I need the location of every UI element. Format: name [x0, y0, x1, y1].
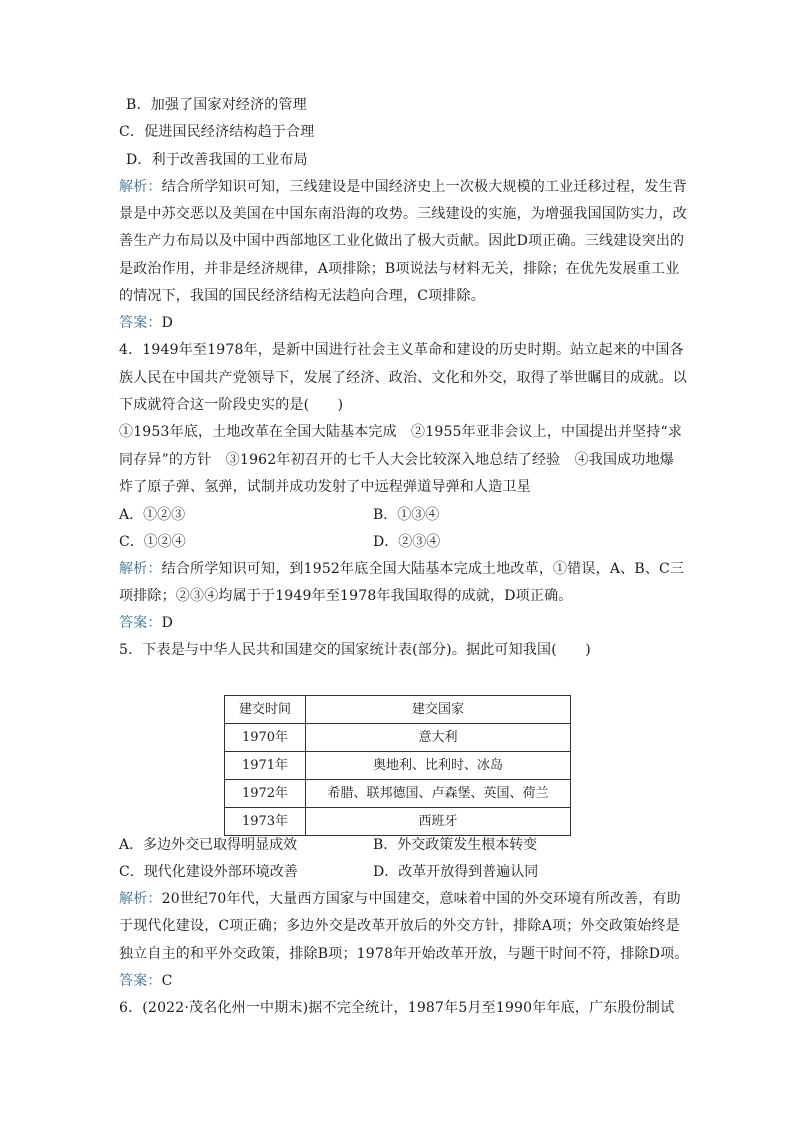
table-cell: 1970年: [225, 724, 306, 752]
q4-option-a: A．①②③: [119, 507, 186, 523]
q4-stem-line-1: 4．1949年至1978年，是新中国进行社会主义革命和建设的历史时期。站立起来的中国各: [119, 342, 684, 358]
q5-option-b: B．外交政策发生根本转变: [373, 837, 538, 853]
answer-label: 答案：: [119, 615, 162, 631]
table-header-row: [225, 696, 571, 724]
q5-answer: 答案：C: [119, 973, 173, 989]
q3-answer: 答案：D: [119, 315, 174, 331]
q5-option-c: C．现代化建设外部环境改善: [119, 864, 298, 880]
table-cell: 1972年: [225, 780, 306, 808]
diplomatic-relations-table: [224, 695, 571, 836]
q3-option-b: B．加强了国家对经济的管理: [126, 97, 307, 113]
q4-answer: 答案：D: [119, 615, 174, 631]
q4-items-line-2: 同存异”的方针 ③1962年初召开的七千人大会比较深入地总结了经验 ④我国成功地爆: [119, 452, 674, 468]
q5-stem: 5．下表是与中华人民共和国建交的国家统计表(部分)。据此可知我国( ): [119, 642, 591, 658]
table-cell: 意大利: [306, 724, 571, 752]
table-cell: 希腊、联邦德国、卢森堡、英国、荷兰: [306, 780, 571, 808]
table-row: [225, 808, 571, 836]
table-cell: 1971年: [225, 752, 306, 780]
q4-items-line-3: 炸了原子弹、氢弹，试制并成功发射了中远程弹道导弹和人造卫星: [119, 479, 531, 495]
table-row: [225, 780, 571, 808]
q4-option-c: C．①②④: [119, 534, 186, 550]
q3-option-c: C．促进国民经济结构趋于合理: [119, 124, 315, 140]
analysis-label: 解析：: [119, 891, 162, 907]
q3-analysis-line-2: 景是中苏交恶以及美国在中国东南沿海的攻势。三线建设的实施，为增强我国国防实力，改: [119, 206, 687, 222]
q3-option-d: D．利于改善我国的工业布局: [126, 152, 308, 168]
q5-analysis-line-3: 独立自主的和平外交政策，排除B项；1978年开始改革开放，与题干时间不符，排除D项。: [119, 946, 689, 962]
q4-option-b: B．①③④: [373, 507, 440, 523]
q4-stem-line-2: 族人民在中国共产党领导下，发展了经济、政治、文化和外交，取得了举世瞩目的成就。以: [119, 370, 687, 386]
table-cell: 1973年: [225, 808, 306, 836]
table-row: [225, 752, 571, 780]
q5-option-a: A．多边外交已取得明显成效: [119, 837, 298, 853]
answer-label: 答案：: [119, 315, 162, 331]
q5-analysis-line-1: 解析：20世纪70年代，大量西方国家与中国建交，意味着中国的外交环境有所改善，有助: [119, 891, 681, 907]
q5-option-d: D．改革开放得到普遍认同: [373, 864, 539, 880]
q4-items-line-1: ①1953年底，土地改革在全国大陆基本完成 ②1955年亚非会议上，中国提出并坚持“求: [119, 424, 683, 440]
q3-analysis-line-3: 善生产力布局以及中国中西部地区工业化做出了极大贡献。因此D项正确。三线建设突出的: [119, 233, 685, 249]
q3-analysis-line-4: 是政治作用，并非是经济规律，A项排除；B项说法与材料无关，排除；在优先发展重工业: [119, 261, 680, 277]
analysis-label: 解析：: [119, 179, 162, 195]
table-cell: 奥地利、比利时、冰岛: [306, 752, 571, 780]
q5-analysis-line-2: 于现代化建设，C项正确；多边外交是改革开放后的外交方针，排除A项；外交政策始终是: [119, 918, 680, 934]
answer-label: 答案：: [119, 973, 162, 989]
q3-analysis-line-1: 解析：结合所学知识可知，三线建设是中国经济史上一次极大规模的工业迁移过程，发生背: [119, 179, 688, 195]
table-row: [225, 724, 571, 752]
q6-stem: 6．(2022·茂名化州一中期末)据不完全统计，1987年5月至1990年年底，广东股份制试: [119, 1000, 675, 1016]
q3-analysis-line-5: 的情况下，我国的国民经济结构无法趋向合理，C项排除。: [119, 288, 485, 304]
table-cell: 西班牙: [306, 808, 571, 836]
q4-analysis-line-1: 解析：结合所学知识可知，到1952年底全国大陆基本完成土地改革，①错误，A、B、C三: [119, 561, 685, 577]
q4-stem-line-3: 下成就符合这一阶段史实的是( ): [119, 397, 344, 413]
table-header-cell: 建交时间: [225, 696, 306, 724]
q4-option-d: D．②③④: [373, 534, 441, 550]
q4-analysis-line-2: 项排除；②③④均属于于1949年至1978年我国取得的成就，D项正确。: [119, 588, 573, 604]
table-header-cell: 建交国家: [306, 696, 571, 724]
analysis-label: 解析：: [119, 561, 162, 577]
